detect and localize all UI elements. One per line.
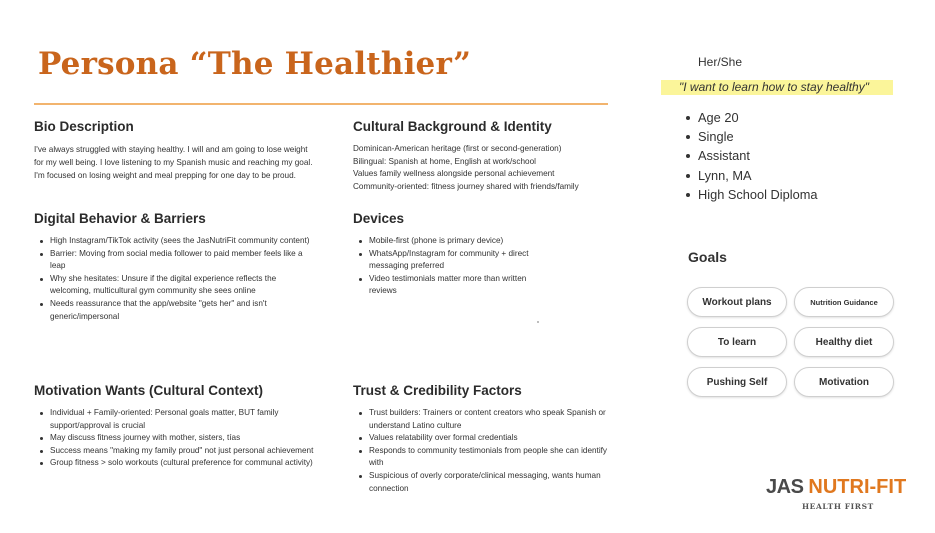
list-item: Video testimonials matter more than written reviews	[353, 273, 553, 298]
list-item: Values relatability over formal credentials	[353, 432, 623, 445]
cultural-section	[353, 119, 633, 193]
cultural-line: Bilingual: Spanish at home, English at work/school	[353, 156, 536, 166]
bio-text: I've always struggled with staying healthy. I will and am going to lose weight for my well being. I love listening to my Spanish music and reaching my goal. I'm focused on losing weight and meal prepping for one day to be proud.	[34, 145, 313, 180]
logo-nutrifit: NUTRI-FIT	[808, 476, 907, 498]
cultural-line: Dominican-American heritage (first or second-generation)	[353, 144, 562, 153]
detail-item: High School Diploma	[684, 185, 818, 204]
cultural-line: Community-oriented: fitness journey shared with friends/family	[353, 181, 579, 191]
digital-section	[34, 211, 314, 323]
goal-chip-to-learn[interactable]: To learn	[687, 327, 787, 357]
logo-tagline: HEALTH FIRST	[802, 502, 874, 511]
digital-heading: Digital Behavior & Barriers	[34, 211, 206, 226]
detail-item: Age 20	[684, 108, 818, 127]
list-item: Responds to community testimonials from people she can identify with	[353, 445, 623, 470]
list-item: Needs reassurance that the app/website "gets her" and isn't generic/impersonal	[34, 298, 314, 323]
motivation-section	[34, 383, 314, 470]
title-divider	[34, 103, 608, 105]
stray-dot	[537, 321, 539, 323]
detail-item: Single	[684, 127, 818, 146]
cultural-line: Values family wellness alongside personal achievement	[353, 169, 555, 179]
list-item: Individual + Family-oriented: Personal goals matter, BUT family support/approval is crucial	[34, 407, 314, 432]
list-item: May discuss fitness journey with mother, sisters, tías	[34, 432, 314, 445]
list-item: Success means "making my family proud" not just personal achievement	[34, 445, 314, 458]
bio-section	[34, 119, 314, 182]
logo-jas: JAS	[766, 476, 804, 498]
list-item: Mobile-first (phone is primary device)	[353, 235, 553, 248]
persona-pronoun: Her/She	[698, 55, 743, 69]
goal-chip-workout-plans[interactable]: Workout plans	[687, 287, 787, 317]
trust-section	[353, 383, 623, 495]
devices-heading: Devices	[353, 211, 405, 226]
goal-chip-healthy-diet[interactable]: Healthy diet	[794, 327, 894, 357]
goal-chip-nutrition-guidance[interactable]: Nutrition Guidance	[794, 287, 894, 317]
cultural-heading: Cultural Background & Identity	[353, 119, 552, 134]
persona-quote: "I want to learn how to stay healthy"	[679, 80, 869, 94]
motivation-heading: Motivation Wants (Cultural Context)	[34, 383, 263, 398]
list-item: Trust builders: Trainers or content creators who speak Spanish or understand Latino culture	[353, 407, 623, 432]
bio-heading: Bio Description	[34, 119, 134, 134]
goal-chip-motivation[interactable]: Motivation	[794, 367, 894, 397]
detail-item: Assistant	[684, 146, 818, 165]
list-item: High Instagram/TikTok activity (sees the JasNutriFit community content)	[34, 235, 314, 248]
detail-item: Lynn, MA	[684, 166, 818, 185]
persona-details	[684, 108, 818, 204]
devices-section	[353, 211, 553, 298]
list-item: Barrier: Moving from social media follower to paid member feels like a leap	[34, 248, 314, 273]
list-item: WhatsApp/Instagram for community + direct messaging preferred	[353, 248, 553, 273]
trust-heading: Trust & Credibility Factors	[353, 383, 522, 398]
page-title: Persona “The Healthier”	[38, 46, 472, 82]
list-item: Suspicious of overly corporate/clinical messaging, wants human connection	[353, 470, 623, 495]
goals-heading: Goals	[688, 249, 727, 265]
list-item: Why she hesitates: Unsure if the digital experience reflects the welcoming, multicultural gym community she sees online	[34, 273, 314, 298]
brand-logo	[766, 476, 906, 499]
goal-chip-pushing-self[interactable]: Pushing Self	[687, 367, 787, 397]
list-item: Group fitness > solo workouts (cultural preference for communal activity)	[34, 457, 314, 470]
